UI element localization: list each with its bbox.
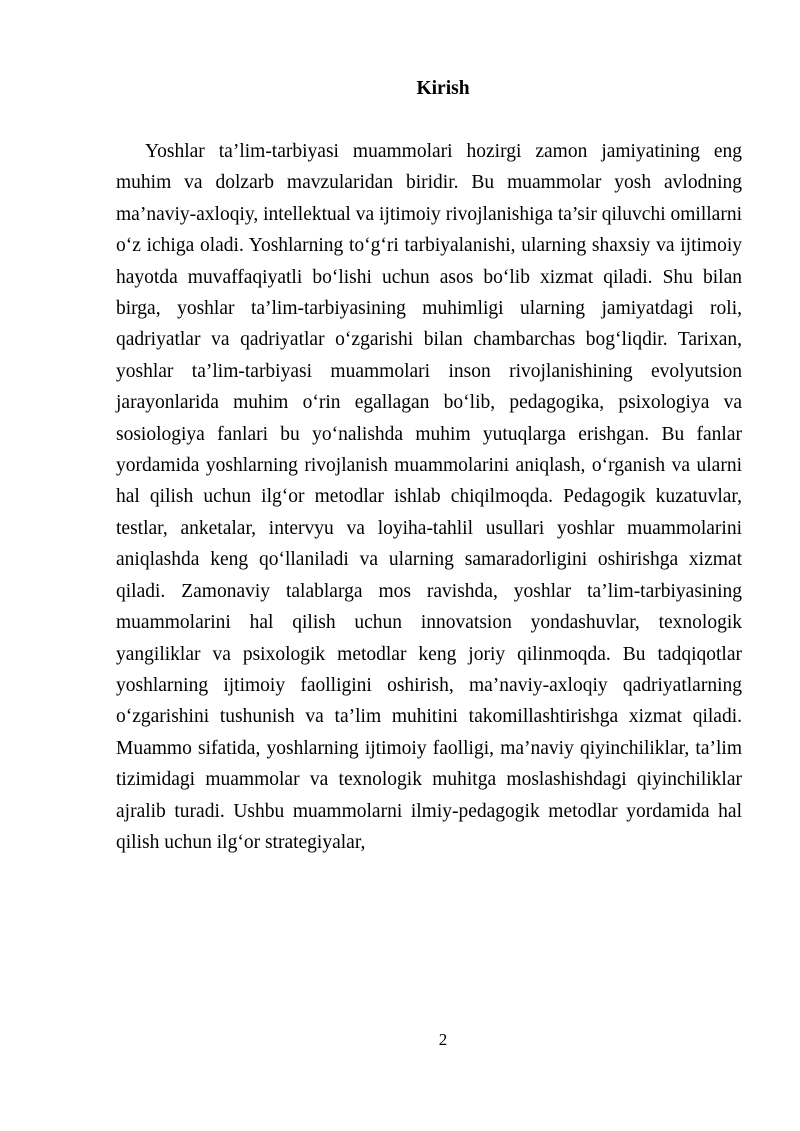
body-paragraph: Yoshlar ta’lim-tarbiyasi muammolari hozirgi zamon jamiyatining eng muhim va dolzarb mavzularidan biridir. Bu muammolar yosh avlodning ma’naviy-axloqiy, intellektual va ijtimoiy rivojlanishiga ta’sir qiluvchi omillarni o‘z ichiga oladi. Yoshlarning to‘g‘ri tarbiyalanishi, ularning shaxsiy va ijtimoiy hayotda muvaffaqiyatli bo‘lishi uchun asos bo‘lib xizmat qiladi. Shu bilan birga, yoshlar ta’lim-tarbiyasining muhimligi ularning jamiyatdagi roli, qadriyatlar va qadriyatlar o‘zgarishi bilan chambarchas bog‘liqdir. Tarixan, yoshlar ta’lim-tarbiyasi muammolari inson rivojlanishining evolyutsion jarayonlarida muhim o‘rin egallagan bo‘lib, pedagogika, psixologiya va sosiologiya fanlari bu yo‘nalishda muhim yutuqlarga erishgan. Bu fanlar yordamida yoshlarning rivojlanish muammolarini aniqlash, o‘rganish va ularni hal qilish uchun ilg‘or metodlar ishlab chiqilmoqda. Pedagogik kuzatuvlar, testlar, anketalar, intervyu va loyiha-tahlil usullari yoshlar muammolarini aniqlashda keng qo‘llaniladi va ularning samaradorligini oshirishga xizmat qiladi. Zamonaviy talablarga mos ravishda, yoshlar ta’lim-tarbiyasining muammolarini hal qilish uchun innovatsion yondashuvlar, texnologik yangiliklar va psixologik metodlar keng joriy qilinmoqda. Bu tadqiqotlar yoshlarning ijtimoiy faolligini oshirish, ma’naviy-axloqiy qadriyatlarning o‘zgarishini tushunish va ta’lim muhitini takomillashtirishga xizmat qiladi. Muammo sifatida, yoshlarning ijtimoiy faolligi, ma’naviy qiyinchiliklar, ta’lim tizimidagi muammolar va texnologik muhitga moslashishdagi qiyinchiliklar ajralib turadi. Ushbu muammolarni ilmiy-pedagogik metodlar yordamida hal qilish uchun ilg‘or strategiyalar,: [116, 141, 742, 853]
section-heading: Kirish: [416, 78, 470, 99]
page-number: 2: [438, 1030, 448, 1049]
